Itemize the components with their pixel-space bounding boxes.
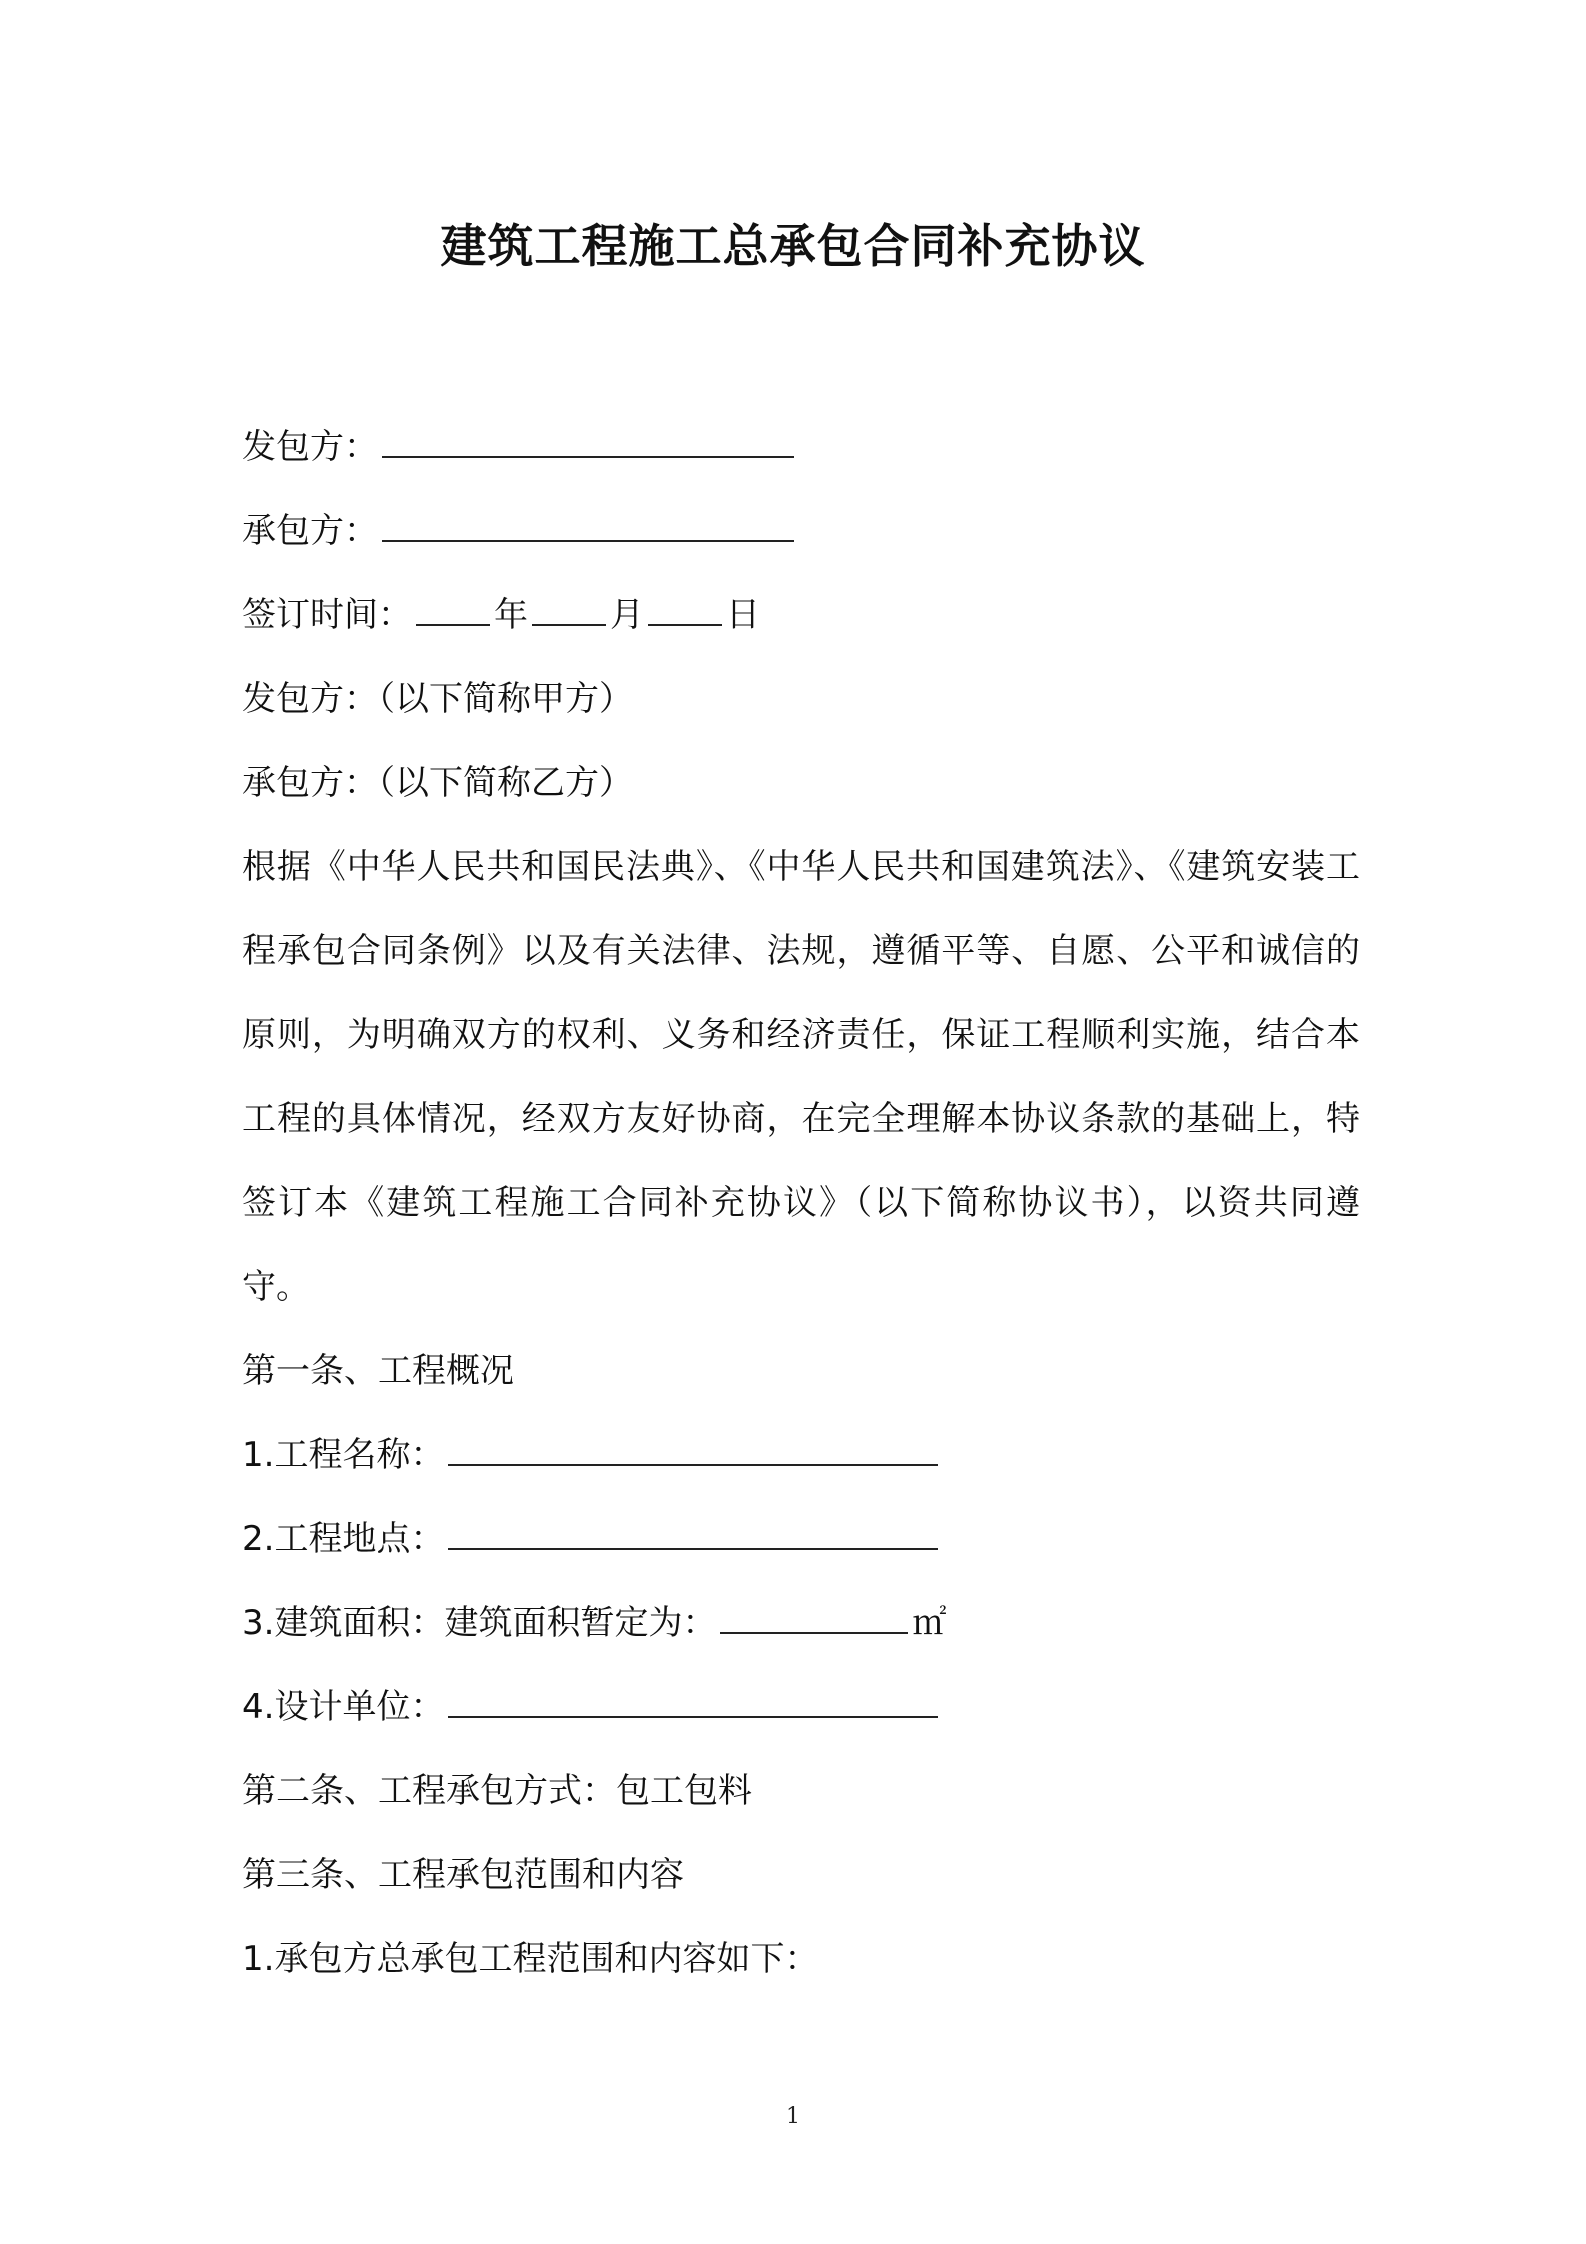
intro-paragraph: 根据《中华人民共和国民法典》、《中华人民共和国建筑法》、《建筑安装工程承包合同条例》以及有关法律、法规，遵循平等、自愿、公平和诚信的原则，为明确双方的权利、义务和经济责任，保证工程顺利实施，结合本工程的具体情况，经双方友好协商，在完全理解本协议条款的基础上，特签订本《建筑工程施工合同补充协议》（以下简称协议书），以资共同遵守。: [242, 847, 1360, 1307]
article1-heading: 第一条、工程概况: [242, 1351, 514, 1391]
building-area-unit: ㎡: [912, 1603, 947, 1643]
signing-date-label: 签订时间：: [242, 595, 412, 635]
document-body: [242, 405, 1360, 2001]
project-location-line: [242, 1497, 1360, 1581]
employer-abbrev-line: 发包方：（以下简称甲方）: [242, 679, 633, 719]
day-blank: [648, 588, 722, 626]
project-name-line: [242, 1413, 1360, 1497]
page-number: 1: [786, 2104, 800, 2129]
project-location-blank: [448, 1512, 938, 1550]
contractor-blank: [382, 504, 794, 542]
signing-date-line: [242, 573, 1360, 657]
building-area-blank: [720, 1596, 908, 1634]
building-area-label: 3.建筑面积：建筑面积暂定为：: [242, 1603, 717, 1643]
project-location-label: 2.工程地点：: [242, 1519, 445, 1559]
employer-line: [242, 405, 1360, 489]
day-label: 日: [726, 595, 760, 635]
project-name-blank: [448, 1428, 938, 1466]
year-label: 年: [494, 595, 528, 635]
design-unit-line: [242, 1665, 1360, 1749]
document-title: 建筑工程施工总承包合同补充协议: [440, 219, 1146, 273]
contractor-line: [242, 489, 1360, 573]
month-blank: [532, 588, 606, 626]
contractor-abbrev-line: 承包方：（以下简称乙方）: [242, 763, 633, 803]
article3-heading: 第三条、工程承包范围和内容: [242, 1855, 684, 1895]
building-area-line: [242, 1581, 1360, 1665]
design-unit-blank: [448, 1680, 938, 1718]
project-name-label: 1.工程名称：: [242, 1435, 445, 1475]
employer-blank: [382, 420, 794, 458]
contractor-label: 承包方：: [242, 511, 378, 551]
month-label: 月: [610, 595, 644, 635]
employer-label: 发包方：: [242, 427, 378, 467]
article2-heading: 第二条、工程承包方式：包工包料: [242, 1771, 752, 1811]
article3-item1: 1.承包方总承包工程范围和内容如下：: [242, 1939, 819, 1979]
year-blank: [416, 588, 490, 626]
design-unit-label: 4.设计单位：: [242, 1687, 445, 1727]
